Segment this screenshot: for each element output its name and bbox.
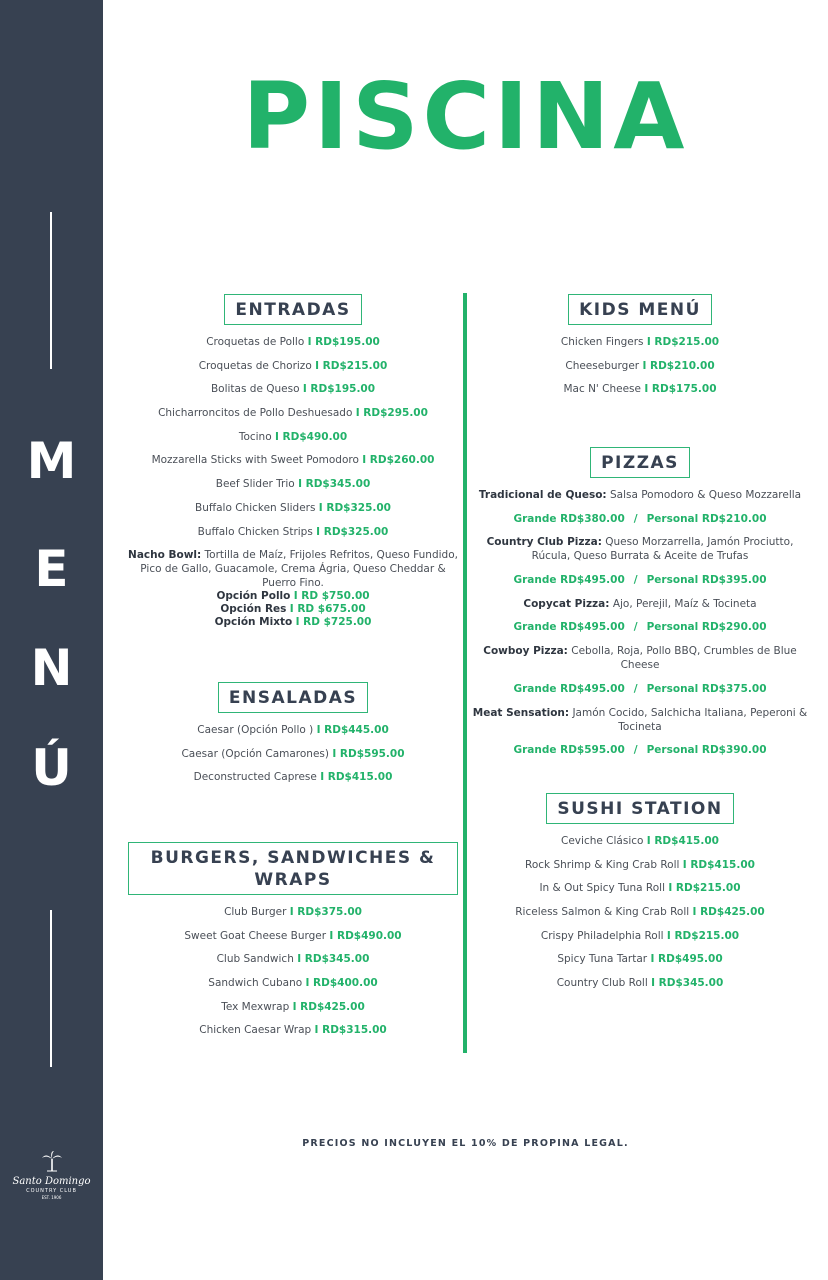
item-price: I RD$495.00	[650, 953, 723, 966]
item-name: Chicken Fingers	[560, 336, 644, 348]
menu-item	[472, 858, 808, 872]
pizza-name: Meat Sensation:	[472, 706, 570, 719]
page-title: PISCINA	[242, 63, 689, 170]
menu-item	[128, 1023, 458, 1037]
logo-est: EST. 1906	[41, 1195, 62, 1200]
pizza-name: Cowboy Pizza:	[483, 645, 568, 658]
item-name: Ceviche Clásico	[561, 835, 644, 847]
grande-price: Grande RD$595.00	[513, 744, 625, 757]
sidebar-line-top	[50, 212, 52, 369]
nacho-options	[128, 590, 458, 629]
sushi-list	[472, 834, 808, 990]
footer-note: PRECIOS NO INCLUYEN EL 10% DE PROPINA LEGAL.	[302, 1138, 629, 1149]
item-price: I RD$345.00	[297, 953, 370, 966]
pizza-item	[472, 597, 808, 611]
grande-price: Grande RD$495.00	[513, 574, 625, 587]
menu-item	[472, 335, 808, 349]
column-divider	[463, 293, 467, 1053]
pizza-prices	[472, 512, 808, 526]
menu-item	[128, 453, 458, 467]
nacho-option	[128, 603, 458, 616]
menu-item	[128, 525, 458, 539]
pizza-description: Cebolla, Roja, Pollo BBQ, Crumbles de Blue Cheese	[571, 645, 797, 672]
section-ensaladas	[128, 682, 458, 794]
price-separator: /	[633, 574, 638, 587]
nacho-option	[128, 616, 458, 629]
item-name: Sandwich Cubano	[208, 977, 303, 990]
pizza-item	[472, 535, 808, 563]
section-heading: KIDS MENÚ	[568, 294, 712, 325]
section-heading: PIZZAS	[590, 447, 690, 478]
item-name: Croquetas de Chorizo	[198, 359, 312, 372]
item-name: Spicy Tuna Tartar	[557, 953, 648, 966]
menu-letter: E	[34, 540, 69, 598]
price-separator: /	[633, 621, 638, 634]
pizza-description: Ajo, Perejil, Maíz & Tocineta	[612, 597, 757, 610]
item-name: Caesar (Opción Camarones)	[181, 747, 329, 760]
item-price: I RD$415.00	[320, 771, 393, 784]
item-price: I RD$425.00	[692, 906, 765, 919]
pizza-name: Copycat Pizza:	[523, 597, 610, 610]
price-separator: /	[633, 682, 638, 695]
item-price: I RD$345.00	[651, 977, 724, 990]
kids-list	[472, 335, 808, 396]
item-name: Beef Slider Trio	[215, 478, 295, 491]
item-price: I RD$315.00	[314, 1024, 387, 1037]
section-sushi	[472, 793, 808, 1000]
pizza-item	[472, 644, 808, 672]
section-heading: SUSHI STATION	[546, 793, 733, 824]
item-price: I RD$325.00	[316, 525, 389, 538]
personal-price: Personal RD$375.00	[646, 682, 767, 695]
item-name: Tex Mexwrap	[221, 1000, 290, 1013]
menu-item	[472, 382, 808, 396]
item-price: I RD$595.00	[332, 747, 405, 760]
pizza-prices	[472, 620, 808, 634]
item-price: I RD$345.00	[298, 478, 371, 491]
item-name: Club Burger	[224, 906, 287, 918]
menu-letter: Ú	[31, 739, 72, 797]
menu-item	[128, 747, 458, 761]
menu-item	[128, 430, 458, 444]
price-separator: /	[633, 744, 638, 757]
menu-item	[472, 905, 808, 919]
section-heading: ENTRADAS	[224, 294, 361, 325]
menu-item	[472, 881, 808, 895]
item-name: Buffalo Chicken Strips	[197, 525, 313, 538]
grande-price: Grande RD$495.00	[513, 621, 625, 634]
personal-price: Personal RD$290.00	[646, 621, 767, 634]
item-name: Country Club Roll	[556, 977, 648, 990]
menu-item	[128, 929, 458, 943]
menu-item	[128, 770, 458, 784]
item-name: Mozzarella Sticks with Sweet Pomodoro	[151, 454, 359, 467]
item-price: I RD$400.00	[305, 977, 378, 990]
option-name: Opción Res	[220, 603, 287, 616]
pizza-description: Jamón Cocido, Salchicha Italiana, Peperoni & Tocineta	[572, 706, 808, 733]
menu-letter: N	[30, 639, 73, 697]
option-price: I RD $675.00	[289, 603, 366, 616]
personal-price: Personal RD$395.00	[646, 574, 767, 587]
menu-item	[128, 723, 458, 737]
personal-price: Personal RD$210.00	[646, 512, 767, 525]
item-price: I RD$215.00	[646, 336, 720, 348]
menu-item	[128, 335, 458, 349]
menu-item	[128, 477, 458, 491]
grande-price: Grande RD$495.00	[513, 682, 625, 695]
item-name: Tocino	[238, 430, 272, 443]
item-price: I RD$445.00	[316, 724, 389, 736]
sidebar-line-bottom	[50, 910, 52, 1067]
menu-item	[128, 905, 458, 919]
menu-item	[128, 501, 458, 515]
palm-tree-icon	[39, 1150, 65, 1172]
item-price: I RD$210.00	[642, 359, 715, 372]
item-price: I RD$375.00	[289, 906, 362, 918]
item-price: I RD$295.00	[355, 407, 428, 420]
item-name: Crispy Philadelphia Roll	[540, 929, 664, 942]
item-name: In & Out Spicy Tuna Roll	[539, 882, 665, 895]
menu-letter: M	[26, 432, 77, 490]
menu-item	[128, 976, 458, 990]
option-price: I RD $750.00	[293, 590, 370, 603]
item-price: I RD$215.00	[668, 882, 741, 895]
option-name: Opción Mixto	[214, 616, 293, 629]
item-price: I RD$425.00	[292, 1000, 365, 1013]
item-name: Mac N' Cheese	[563, 383, 641, 396]
menu-item	[128, 1000, 458, 1014]
item-price: I RD$490.00	[274, 430, 348, 443]
item-price: I RD$195.00	[307, 336, 380, 348]
option-price: I RD $725.00	[295, 616, 372, 629]
menu-item	[472, 952, 808, 966]
menu-item	[128, 952, 458, 966]
item-name: Bolitas de Queso	[210, 383, 300, 396]
item-description: Tortilla de Maíz, Frijoles Refritos, Queso Fundido, Pico de Gallo, Guacamole, Crema Ágria, Queso Cheddar & Puerro Fino.	[140, 549, 458, 590]
section-burgers	[128, 842, 458, 1047]
item-name: Chicharroncitos de Pollo Deshuesado	[158, 407, 353, 420]
item-price: I RD$175.00	[644, 383, 717, 396]
nacho-bowl-item	[128, 548, 458, 590]
item-price: I RD$415.00	[646, 835, 719, 847]
nacho-option	[128, 590, 458, 603]
section-heading: BURGERS, SANDWICHES & WRAPS	[128, 842, 458, 895]
logo-subtitle: COUNTRY CLUB	[26, 1188, 77, 1194]
item-price: I RD$325.00	[318, 501, 391, 514]
item-name: Club Sandwich	[216, 953, 294, 966]
item-name: Sweet Goat Cheese Burger	[184, 929, 327, 942]
menu-item	[472, 359, 808, 373]
option-name: Opción Pollo	[216, 590, 291, 603]
section-entradas	[128, 294, 458, 629]
menu-item	[128, 406, 458, 420]
ensaladas-list	[128, 723, 458, 784]
pizza-item	[472, 706, 808, 734]
item-price: I RD$195.00	[302, 383, 376, 396]
item-name: Nacho Bowl:	[128, 549, 202, 562]
burgers-list	[128, 905, 458, 1037]
item-price: I RD$215.00	[666, 929, 740, 942]
pizza-prices	[472, 573, 808, 587]
logo-script: Santo Domingo	[12, 1176, 91, 1187]
club-logo	[10, 1150, 93, 1201]
pizza-description: Salsa Pomodoro & Queso Mozzarella	[609, 489, 802, 501]
item-price: I RD$215.00	[315, 359, 388, 372]
pizza-name: Tradicional de Queso:	[478, 489, 607, 501]
item-price: I RD$415.00	[682, 858, 755, 871]
item-name: Chicken Caesar Wrap	[199, 1024, 312, 1037]
pizza-name: Country Club Pizza:	[486, 536, 602, 549]
menu-item	[472, 929, 808, 943]
personal-price: Personal RD$390.00	[646, 744, 767, 757]
menu-item	[128, 382, 458, 396]
menu-item	[472, 834, 808, 848]
section-kids	[472, 294, 808, 406]
entradas-list	[128, 335, 458, 539]
menu-item	[472, 976, 808, 990]
pizza-prices	[472, 743, 808, 757]
item-name: Cheeseburger	[565, 359, 640, 372]
price-separator: /	[633, 512, 638, 525]
pizza-item	[472, 488, 808, 502]
item-name: Deconstructed Caprese	[193, 771, 317, 784]
section-heading: ENSALADAS	[218, 682, 368, 713]
item-name: Buffalo Chicken Sliders	[195, 501, 316, 514]
grande-price: Grande RD$380.00	[513, 512, 625, 525]
menu-item	[128, 359, 458, 373]
item-name: Riceless Salmon & King Crab Roll	[515, 906, 690, 919]
item-name: Caesar (Opción Pollo )	[197, 724, 314, 736]
pizza-prices	[472, 682, 808, 696]
item-price: I RD$490.00	[329, 929, 402, 942]
item-price: I RD$260.00	[362, 454, 435, 467]
item-name: Croquetas de Pollo	[206, 336, 305, 348]
section-pizzas	[472, 447, 808, 767]
item-name: Rock Shrimp & King Crab Roll	[525, 858, 680, 871]
sidebar	[0, 0, 103, 1280]
pizza-description: Queso Morzarrella, Jamón Prociutto, Rúcula, Queso Burrata & Aceite de Trufas	[531, 536, 794, 563]
pizzas-list	[472, 488, 808, 757]
